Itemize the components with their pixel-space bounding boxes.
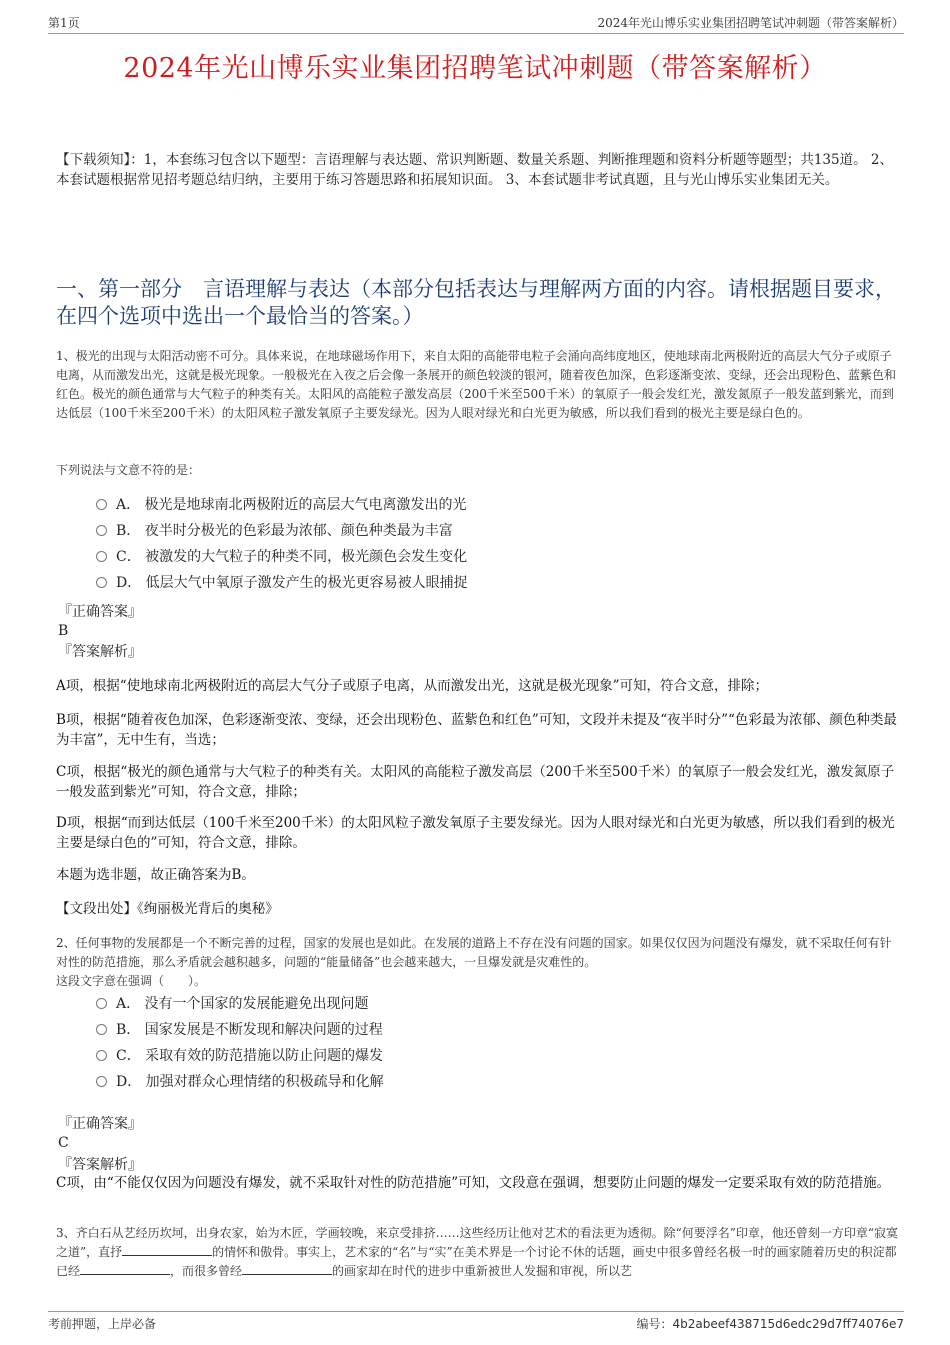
radio-icon[interactable] (96, 1024, 107, 1035)
page-footer (48, 1315, 904, 1333)
page-header (48, 14, 904, 32)
q1-analysis-a: A项，根据“使地球南北两极附近的高层大气分子或原子电离，从而激发出光，这就是极光现象”可知，符合文意，排除； (56, 678, 769, 694)
q1-analysis-label: 『答案解析』 (58, 644, 142, 660)
footer-divider (48, 1311, 904, 1312)
q2-passage: 2、任何事物的发展都是一个不断完善的过程，国家的发展也是如此。在发展的道路上不存在没有问题的国家。如果仅仅因为问题没有爆发，就不采取任何有针对性的防范措施，那么矛盾就会越积越多，问题的“能量储备”也会越来越大，一旦爆发就是灾难性的。 (56, 936, 892, 969)
q2-prompt: 这段文字意在强调（ ）。 (56, 974, 207, 988)
radio-icon[interactable] (96, 577, 107, 588)
q1-conclusion: 本题为选非题，故正确答案为B。 (56, 867, 255, 883)
radio-icon[interactable] (96, 998, 107, 1009)
radio-icon[interactable] (96, 525, 107, 536)
q1-answer: B (58, 623, 69, 639)
radio-icon[interactable] (96, 499, 107, 510)
q3-passage: 3、齐白石从艺经历坎坷，出身农家，始为木匠，学画较晚，来京受排挤……这些经历让他对艺术的看法更为透彻。除“何要浮名”印章，他还曾刻一方印章“寂寞之道”，直抒 的情怀和傲骨。事实上，艺术家的“名”与“实”在美术界是一个讨论不休的话题，画史中很多曾经名极一时的画家随着历史的积淀都已经 ，而很多曾经 的画家却在时代的进步中重新被世人发掘和审视，所以艺 (56, 1226, 899, 1278)
fill-blank[interactable] (122, 1244, 212, 1256)
q2-option-c[interactable]: C． 采取有效的防范措施以防止问题的爆发 (96, 1045, 383, 1067)
page-number: 第1页 (48, 16, 80, 30)
q1-analysis-d: D项，根据“而到达低层（100千米至200千米）的太阳风粒子激发氧原子主要发绿光。因为人眼对绿光和白光更为敏感，所以我们看到的极光主要是绿白色的”可知，符合文意，排除。 (56, 815, 895, 851)
q2-option-b[interactable]: B． 国家发展是不断发现和解决问题的过程 (96, 1019, 383, 1041)
footer-code: 编号：4b2abeef438715d6edc29d7ff74076e7 (636, 1317, 904, 1331)
footer-slogan: 考前押题，上岸必备 (48, 1317, 157, 1331)
q2-answer-label: 『正确答案』 (58, 1116, 142, 1132)
fill-blank[interactable] (80, 1263, 170, 1275)
q2-option-a[interactable]: A． 没有一个国家的发展能避免出现问题 (96, 993, 369, 1015)
radio-icon[interactable] (96, 1076, 107, 1087)
q1-analysis-b: B项，根据“随着夜色加深，色彩逐渐变浓、变绿，还会出现粉色、蓝紫色和红色”可知，文段并未提及“夜半时分”“色彩最为浓郁、颜色种类最为丰富”，无中生有，当选； (56, 712, 897, 748)
page-title: 2024年光山博乐实业集团招聘笔试冲刺题（带答案解析） (123, 53, 827, 84)
q1-analysis-c: C项，根据“极光的颜色通常与大气粒子的种类有关。太阳风的高能粒子激发高层（200千米至500千米）的氧原子一般会发红光，激发氮原子一般发蓝到紫光”可知，符合文意，排除； (56, 764, 895, 800)
q1-option-d[interactable]: D． 低层大气中氧原子激发产生的极光更容易被人眼捕捉 (96, 572, 468, 594)
q1-source: 【文段出处】《绚丽极光背后的奥秘》 (56, 901, 279, 917)
header-doc-title: 2024年光山博乐实业集团招聘笔试冲刺题（带答案解析） (597, 16, 904, 30)
header-divider (48, 33, 904, 34)
q1-option-c[interactable]: C． 被激发的大气粒子的种类不同，极光颜色会发生变化 (96, 546, 467, 568)
q1-option-b[interactable]: B． 夜半时分极光的色彩最为浓郁、颜色种类最为丰富 (96, 520, 453, 542)
q1-prompt: 下列说法与文意不符的是： (56, 463, 201, 477)
radio-icon[interactable] (96, 1050, 107, 1061)
q2-analysis: C项，由“不能仅仅因为问题没有爆发，就不采取针对性的防范措施”可知，文段意在强调，想要防止问题的爆发一定要采取有效的防范措施。 (56, 1175, 891, 1191)
q2-option-d[interactable]: D． 加强对群众心理情绪的积极疏导和化解 (96, 1071, 384, 1093)
download-notice: 【下载须知】：1，本套练习包含以下题型：言语理解与表达题、常识判断题、数量关系题、判断推理题和资料分析题等题型；共135道。 2、本套试题根据常见招考题总结归纳，主要用于练习答题思路和拓展知识面。 3、本套试题非考试真题，且与光山博乐实业集团无关。 (56, 152, 893, 188)
radio-icon[interactable] (96, 551, 107, 562)
q2-answer: C (58, 1135, 69, 1151)
q2-analysis-label: 『答案解析』 (58, 1157, 142, 1173)
q1-option-a[interactable]: A． 极光是地球南北两极附近的高层大气电离激发出的光 (96, 494, 467, 516)
q1-passage: 1、极光的出现与太阳活动密不可分。具体来说，在地球磁场作用下，来自太阳的高能带电粒子会涌向高纬度地区，使地球南北两极附近的高层大气分子或原子电离，从而激发出光，这就是极光现象。一般极光在入夜之后会像一条展开的颜色较淡的银河，随着夜色加深，色彩逐渐变浓、变绿，还会出现粉色、蓝紫色和红色。极光的颜色通常与大气粒子的种类有关。太阳风的高能粒子激发高层（200千米至500千米）的氧原子一般会发红光，激发氮原子一般发蓝到紫光，而到达低层（100千米至200千米）的太阳风粒子激发氧原子主要发绿光。因为人眼对绿光和白光更为敏感，所以我们看到的极光主要是绿白色的。 (56, 349, 897, 420)
q1-answer-label: 『正确答案』 (58, 604, 142, 620)
fill-blank[interactable] (242, 1263, 332, 1275)
section-title: 一、第一部分 言语理解与表达（本部分包括表达与理解两方面的内容。请根据题目要求，在四个选项中选出一个最恰当的答案。） (56, 277, 896, 328)
